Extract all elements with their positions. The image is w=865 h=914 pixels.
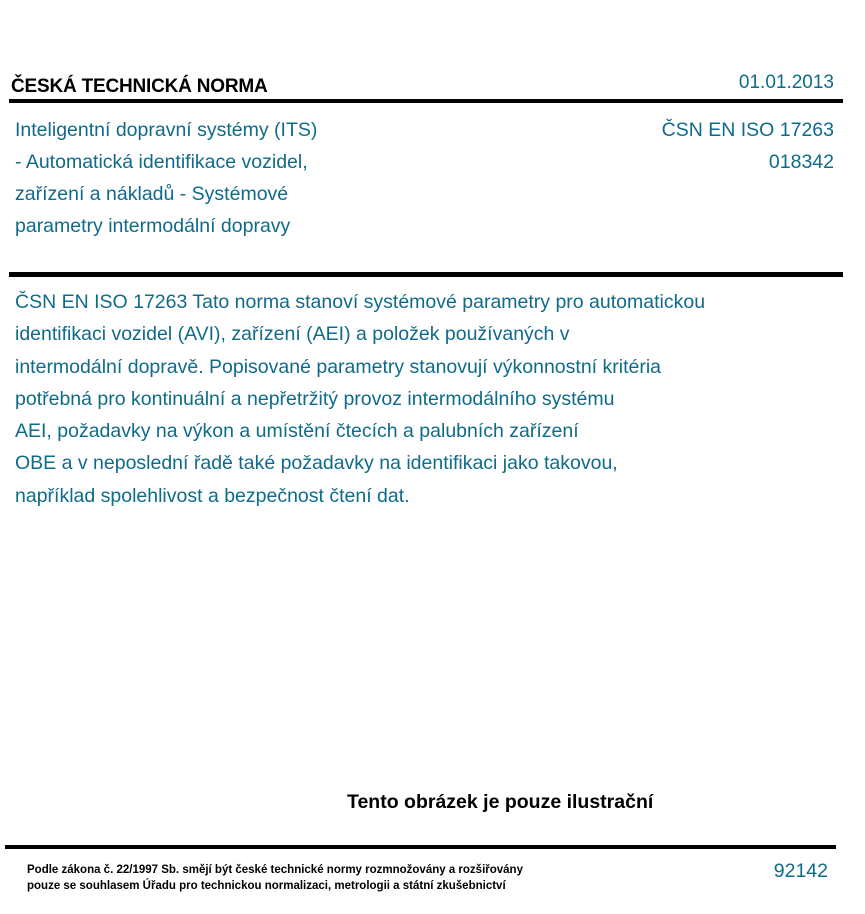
middle-divider — [9, 272, 843, 277]
standard-number: ČSN EN ISO 17263 — [661, 119, 834, 141]
document-title-line: Inteligentní dopravní systémy (ITS) — [15, 119, 318, 141]
abstract-text — [15, 286, 815, 512]
legal-notice-line: Podle zákona č. 22/1997 Sb. smějí být české technické normy rozmnožovány a rozšiřovány — [27, 864, 523, 876]
document-identifiers — [662, 114, 834, 178]
abstract-line: potřebná pro kontinuální a nepřetržitý provoz intermodálního systému — [15, 387, 615, 410]
abstract-line: intermodální dopravě. Popisované parametry stanovují výkonnostní kritéria — [15, 355, 662, 378]
abstract-line: OBE a v neposlední řadě také požadavky na identifikaci jako takovou, — [15, 452, 618, 475]
document-title-line: parametry intermodální dopravy — [15, 215, 291, 237]
footer-code: 92142 — [773, 860, 828, 882]
effective-date: 01.01.2013 — [738, 72, 834, 93]
document-title-line: zařízení a nákladů - Systémové — [15, 183, 289, 205]
abstract-line: AEI, požadavky na výkon a umístění čtecích a palubních zařízení — [15, 420, 579, 443]
header-title: ČESKÁ TECHNICKÁ NORMA — [11, 76, 268, 97]
abstract-line: ČSN EN ISO 17263 Tato norma stanoví systémové parametry pro automatickou — [15, 291, 706, 313]
abstract-line: identifikaci vozidel (AVI), zařízení (AEI) a položek používaných v — [15, 323, 570, 346]
legal-notice — [27, 862, 523, 894]
catalog-number: 018342 — [768, 151, 834, 173]
document-title-line: - Automatická identifikace vozidel, — [15, 151, 308, 173]
top-divider — [9, 99, 843, 103]
bottom-divider — [5, 845, 836, 849]
illustrative-notice: Tento obrázek je pouze ilustrační — [347, 791, 654, 813]
legal-notice-line: pouze se souhlasem Úřadu pro technickou normalizaci, metrologii a státní zkušebnictví — [27, 880, 506, 892]
abstract-line: například spolehlivost a bezpečnost čtení dat. — [15, 484, 410, 507]
document-title — [15, 114, 435, 242]
